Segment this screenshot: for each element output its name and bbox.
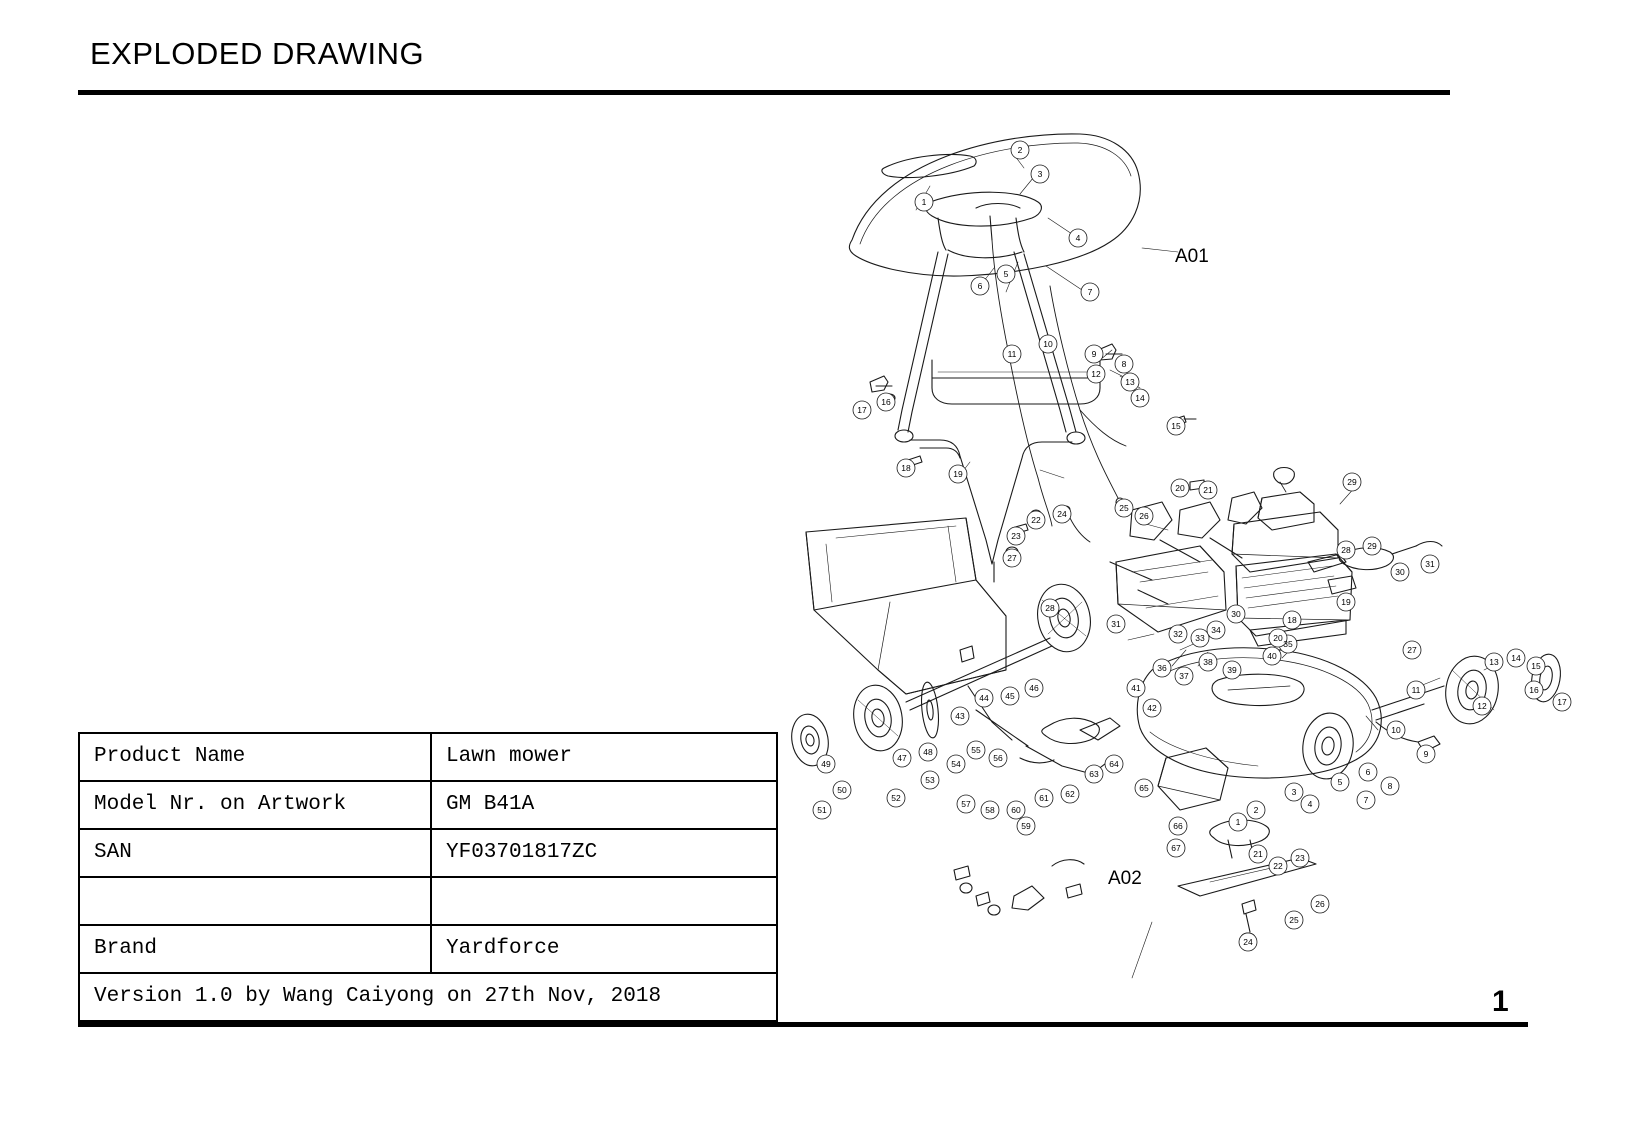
grass-collection-bag — [806, 518, 1006, 694]
part-number-label: 35 — [1283, 639, 1293, 650]
page-title: EXPLODED DRAWING — [90, 36, 425, 71]
part-number-label: 49 — [821, 759, 831, 770]
handle-mid-frame — [932, 360, 1100, 404]
part-number-label: 7 — [1087, 287, 1093, 298]
part-number-label: 44 — [979, 693, 989, 704]
part-number-label: 19 — [953, 469, 963, 480]
part-number-label: 29 — [1367, 541, 1377, 552]
row-label-san: SAN — [79, 829, 431, 877]
part-number-label: 24 — [1057, 509, 1067, 520]
part-number-label: 19 — [1341, 597, 1351, 608]
part-number-label: 4 — [1075, 233, 1081, 244]
part-number-label: 66 — [1173, 821, 1183, 832]
part-number-label: 25 — [1119, 503, 1129, 514]
table-row-version — [79, 973, 777, 1021]
part-number-label: 17 — [857, 405, 867, 416]
part-number-label: 65 — [1139, 783, 1149, 794]
part-number-label: 31 — [1111, 619, 1121, 630]
part-number-label: 30 — [1395, 567, 1405, 578]
header-divider — [78, 90, 1450, 95]
table-row — [79, 829, 777, 877]
part-number-label: 46 — [1029, 683, 1039, 694]
part-number-label: 29 — [1347, 477, 1357, 488]
part-number-label: 20 — [1175, 483, 1185, 494]
part-number-label: 45 — [1005, 691, 1015, 702]
part-number-label: 3 — [1291, 787, 1297, 798]
table-row — [79, 925, 777, 973]
part-number-label: 23 — [1295, 853, 1305, 864]
part-number-label: 54 — [951, 759, 961, 770]
part-number-label: 50 — [837, 785, 847, 796]
page-number: 1 — [1492, 985, 1509, 1018]
part-number-label: 16 — [1529, 685, 1539, 696]
part-number-label: 30 — [1231, 609, 1241, 620]
exploded-drawing-figure — [780, 110, 1580, 990]
part-number-label: 38 — [1203, 657, 1213, 668]
table-row — [79, 733, 777, 781]
part-number-label: 26 — [1139, 511, 1149, 522]
part-number-label: 25 — [1289, 915, 1299, 926]
part-number-label: 67 — [1171, 843, 1181, 854]
part-number-label: 64 — [1109, 759, 1119, 770]
part-number-label: 5 — [1003, 269, 1009, 280]
part-number-label: 13 — [1125, 377, 1135, 388]
part-number-label: 11 — [1411, 685, 1421, 696]
part-number-label: 10 — [1043, 339, 1053, 350]
part-number-label: 52 — [891, 793, 901, 804]
part-number-label: 6 — [977, 281, 983, 292]
part-number-label: 33 — [1195, 633, 1205, 644]
part-number-label: 22 — [1273, 861, 1283, 872]
part-number-label: 11 — [1007, 349, 1017, 360]
callout-a01: A01 — [1175, 246, 1209, 267]
part-number-label: 6 — [1365, 767, 1371, 778]
part-number-label: 5 — [1337, 777, 1343, 788]
part-number-label: 56 — [993, 753, 1003, 764]
table-row — [79, 781, 777, 829]
part-number-label: 23 — [1011, 531, 1021, 542]
part-number-label: 2 — [1017, 145, 1023, 156]
part-number-label: 59 — [1021, 821, 1031, 832]
rear-flap — [1116, 546, 1226, 632]
handle-upper-assembly — [849, 134, 1140, 526]
part-number-label: 16 — [881, 397, 891, 408]
part-number-label: 53 — [925, 775, 935, 786]
part-number-label: 12 — [1477, 701, 1487, 712]
part-number-label: 61 — [1039, 793, 1049, 804]
part-number-label: 8 — [1121, 359, 1127, 370]
part-number-label: 32 — [1173, 629, 1183, 640]
part-number-label: 18 — [901, 463, 911, 474]
row-label-model-nr: Model Nr. on Artwork — [79, 781, 431, 829]
part-number-label: 8 — [1387, 781, 1393, 792]
row-value-product-name: Lawn mower — [431, 733, 777, 781]
callout-a02: A02 — [1108, 868, 1142, 889]
part-number-label: 15 — [1171, 421, 1181, 432]
part-number-label: 47 — [897, 753, 907, 764]
row-value-model-nr: GM B41A — [431, 781, 777, 829]
part-number-label: 14 — [1511, 653, 1521, 664]
row-label-product-name: Product Name — [79, 733, 431, 781]
part-number-label: 36 — [1157, 663, 1167, 674]
part-number-label: 13 — [1489, 657, 1499, 668]
row-value-brand: Yardforce — [431, 925, 777, 973]
part-number-label: 55 — [971, 745, 981, 756]
part-number-label: 24 — [1243, 937, 1253, 948]
row-value-blank — [431, 877, 777, 925]
part-number-label: 21 — [1203, 485, 1213, 496]
part-number-label: 27 — [1007, 553, 1017, 564]
row-label-brand: Brand — [79, 925, 431, 973]
row-value-san: YF03701817ZC — [431, 829, 777, 877]
part-number-label: 9 — [1423, 749, 1429, 760]
table-row-blank — [79, 877, 777, 925]
part-number-label: 34 — [1211, 625, 1221, 636]
part-number-label: 3 — [1037, 169, 1043, 180]
part-number-label: 4 — [1307, 799, 1313, 810]
part-number-label: 22 — [1031, 515, 1041, 526]
part-number-label: 43 — [955, 711, 965, 722]
part-number-label: 14 — [1135, 393, 1145, 404]
part-number-label: 1 — [1235, 817, 1241, 828]
part-number-label: 21 — [1253, 849, 1263, 860]
part-number-label: 17 — [1557, 697, 1567, 708]
product-info-table — [78, 732, 778, 1022]
part-number-label: 28 — [1341, 545, 1351, 556]
handle-bars — [895, 252, 1085, 582]
part-number-label: 62 — [1065, 789, 1075, 800]
part-number-label: 1 — [921, 197, 927, 208]
part-number-label: 20 — [1273, 633, 1283, 644]
part-number-label: 40 — [1267, 651, 1277, 662]
part-number-label: 10 — [1391, 725, 1401, 736]
part-number-label: 18 — [1287, 615, 1297, 626]
part-number-label: 63 — [1089, 769, 1099, 780]
part-number-label: 39 — [1227, 665, 1237, 676]
part-number-label: 31 — [1425, 559, 1435, 570]
row-label-blank — [79, 877, 431, 925]
part-number-label: 58 — [985, 805, 995, 816]
part-number-label: 7 — [1363, 795, 1369, 806]
part-number-label: 41 — [1131, 683, 1141, 694]
version-text: Version 1.0 by Wang Caiyong on 27th Nov, 2018 — [79, 973, 777, 1021]
part-number-label: 26 — [1315, 899, 1325, 910]
part-number-label: 27 — [1407, 645, 1417, 656]
part-number-label: 42 — [1147, 703, 1157, 714]
part-number-label: 48 — [923, 747, 933, 758]
part-number-label: 2 — [1253, 805, 1259, 816]
part-number-label: 28 — [1045, 603, 1055, 614]
part-number-label: 37 — [1179, 671, 1189, 682]
part-number-label: 15 — [1531, 661, 1541, 672]
footer-divider — [78, 1022, 1528, 1027]
part-number-label: 60 — [1011, 805, 1021, 816]
part-number-label: 9 — [1091, 349, 1097, 360]
part-number-label: 51 — [817, 805, 827, 816]
part-number-label: 57 — [961, 799, 971, 810]
part-number-label: 12 — [1091, 369, 1101, 380]
